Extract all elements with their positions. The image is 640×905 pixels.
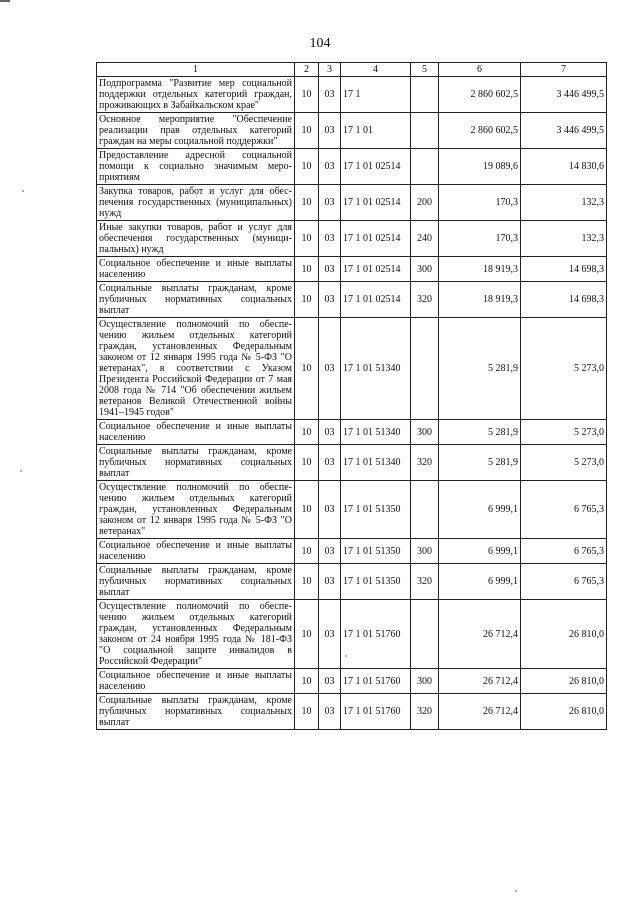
table-row xyxy=(97,77,607,113)
row-name: Социальное обеспечение и иные выплаты населению xyxy=(97,420,295,445)
row-expense-type: 300 xyxy=(411,539,439,564)
row-amount-year1: 5 281,9 xyxy=(439,420,521,445)
row-target-article: 17 1 01 02514 xyxy=(341,221,411,257)
row-subsection: 03 xyxy=(319,318,341,420)
row-section: 10 xyxy=(295,445,319,481)
column-header: 6 xyxy=(439,63,521,77)
column-header: 7 xyxy=(521,63,607,77)
row-expense-type: 200 xyxy=(411,185,439,221)
row-subsection: 03 xyxy=(319,564,341,600)
table-row xyxy=(97,481,607,539)
row-amount-year2: 3 446 499,5 xyxy=(521,113,607,149)
scan-edge-mark xyxy=(0,0,10,2)
row-name: Социальные выплаты гражданам, кроме публичных нормативных социальных выплат xyxy=(97,694,295,730)
row-amount-year2: 26 810,0 xyxy=(521,694,607,730)
table-row xyxy=(97,113,607,149)
row-name: Предоставление адресной социальной помощи к социально значимым мероприятиям xyxy=(97,149,295,185)
table-row xyxy=(97,185,607,221)
table-row xyxy=(97,669,607,694)
row-subsection: 03 xyxy=(319,669,341,694)
budget-table xyxy=(96,62,607,730)
scan-speck xyxy=(20,470,22,472)
row-subsection: 03 xyxy=(319,149,341,185)
row-section: 10 xyxy=(295,564,319,600)
row-section: 10 xyxy=(295,149,319,185)
row-section: 10 xyxy=(295,221,319,257)
row-subsection: 03 xyxy=(319,113,341,149)
row-section: 10 xyxy=(295,185,319,221)
table-row xyxy=(97,420,607,445)
row-amount-year1: 2 860 602,5 xyxy=(439,77,521,113)
row-expense-type xyxy=(411,600,439,669)
row-amount-year1: 26 712,4 xyxy=(439,669,521,694)
row-subsection: 03 xyxy=(319,185,341,221)
row-subsection: 03 xyxy=(319,539,341,564)
table-row xyxy=(97,257,607,282)
row-expense-type: 320 xyxy=(411,564,439,600)
page-number: 104 xyxy=(309,36,331,51)
row-name: Закупка товаров, работ и услуг для обеспечения государственных (муниципальных) нужд xyxy=(97,185,295,221)
row-name: Социальные выплаты гражданам, кроме публичных нормативных социальных выплат xyxy=(97,445,295,481)
row-amount-year2: 6 765,3 xyxy=(521,564,607,600)
row-name: Осуществление полномочий по обеспечению жильем отдельных категорий граждан, установленных Федеральным законом от 12 января 1995 года № 5-ФЗ "О ветеранах", в соответствии с Указом Президента Российской Федерации от 7 мая 2008 года № 714 "Об обеспечении жильем ветеранов Великой Отечественной войны 1941–1945 годов" xyxy=(97,318,295,420)
row-expense-type: 300 xyxy=(411,669,439,694)
row-amount-year2: 3 446 499,5 xyxy=(521,77,607,113)
row-section: 10 xyxy=(295,257,319,282)
row-amount-year1: 6 999,1 xyxy=(439,564,521,600)
row-amount-year1: 18 919,3 xyxy=(439,282,521,318)
row-expense-type: 320 xyxy=(411,445,439,481)
row-subsection: 03 xyxy=(319,694,341,730)
row-amount-year2: 5 273,0 xyxy=(521,445,607,481)
row-amount-year2: 14 698,3 xyxy=(521,257,607,282)
row-expense-type: 320 xyxy=(411,694,439,730)
row-name: Социальное обеспечение и иные выплаты населению xyxy=(97,539,295,564)
row-amount-year2: 132,3 xyxy=(521,221,607,257)
row-subsection: 03 xyxy=(319,445,341,481)
row-section: 10 xyxy=(295,420,319,445)
row-amount-year1: 6 999,1 xyxy=(439,539,521,564)
row-amount-year2: 6 765,3 xyxy=(521,481,607,539)
row-target-article: 17 1 01 51340 xyxy=(341,445,411,481)
row-target-article: 17 1 01 02514 xyxy=(341,282,411,318)
table-row xyxy=(97,564,607,600)
row-name: Социальные выплаты гражданам, кроме публичных нормативных социальных выплат xyxy=(97,564,295,600)
row-subsection: 03 xyxy=(319,221,341,257)
row-name: Осуществление полномочий по обеспечению жильем отдельных категорий граждан, установленных Федеральным законом от 24 ноября 1995 года № 181-ФЗ "О социальной защите инвалидов в Российской Федерации" xyxy=(97,600,295,669)
table-header-row xyxy=(97,63,607,77)
row-target-article: 17 1 01 51340 xyxy=(341,318,411,420)
row-subsection: 03 xyxy=(319,481,341,539)
row-subsection: 03 xyxy=(319,600,341,669)
row-amount-year1: 170,3 xyxy=(439,221,521,257)
row-expense-type: 300 xyxy=(411,420,439,445)
row-subsection: 03 xyxy=(319,420,341,445)
column-header: 5 xyxy=(411,63,439,77)
scan-speck xyxy=(515,890,517,892)
row-amount-year2: 132,3 xyxy=(521,185,607,221)
row-amount-year2: 6 765,3 xyxy=(521,539,607,564)
row-target-article: 17 1 xyxy=(341,77,411,113)
row-expense-type: 240 xyxy=(411,221,439,257)
row-target-article: 17 1 01 51760 xyxy=(341,600,411,669)
row-subsection: 03 xyxy=(319,77,341,113)
row-target-article: 17 1 01 02514 xyxy=(341,257,411,282)
row-expense-type: 300 xyxy=(411,257,439,282)
column-header: 1 xyxy=(97,63,295,77)
row-target-article: 17 1 01 51760 xyxy=(341,669,411,694)
table-row xyxy=(97,445,607,481)
row-amount-year1: 18 919,3 xyxy=(439,257,521,282)
table-body xyxy=(97,77,607,730)
row-expense-type xyxy=(411,113,439,149)
row-section: 10 xyxy=(295,113,319,149)
row-amount-year1: 5 281,9 xyxy=(439,318,521,420)
row-target-article: 17 1 01 02514 xyxy=(341,185,411,221)
table-row xyxy=(97,694,607,730)
scan-speck xyxy=(345,655,347,657)
row-name: Социальные выплаты гражданам, кроме публичных нормативных социальных выплат xyxy=(97,282,295,318)
row-expense-type xyxy=(411,481,439,539)
row-subsection: 03 xyxy=(319,282,341,318)
row-amount-year1: 26 712,4 xyxy=(439,694,521,730)
row-amount-year2: 5 273,0 xyxy=(521,318,607,420)
table-row xyxy=(97,318,607,420)
row-expense-type: 320 xyxy=(411,282,439,318)
row-amount-year1: 5 281,9 xyxy=(439,445,521,481)
row-amount-year2: 14 830,6 xyxy=(521,149,607,185)
row-section: 10 xyxy=(295,600,319,669)
row-section: 10 xyxy=(295,282,319,318)
row-target-article: 17 1 01 51350 xyxy=(341,539,411,564)
row-amount-year2: 14 698,3 xyxy=(521,282,607,318)
row-target-article: 17 1 01 02514 xyxy=(341,149,411,185)
row-target-article: 17 1 01 51350 xyxy=(341,481,411,539)
table-row xyxy=(97,221,607,257)
row-section: 10 xyxy=(295,318,319,420)
row-section: 10 xyxy=(295,669,319,694)
row-amount-year1: 2 860 602,5 xyxy=(439,113,521,149)
row-name: Осуществление полномочий по обеспечению жильем отдельных категорий граждан, установленных Федеральным законом от 12 января 1995 года № 5-ФЗ "О ветеранах" xyxy=(97,481,295,539)
row-target-article: 17 1 01 51340 xyxy=(341,420,411,445)
table-row xyxy=(97,539,607,564)
row-amount-year1: 26 712,4 xyxy=(439,600,521,669)
table-row xyxy=(97,282,607,318)
row-amount-year2: 26 810,0 xyxy=(521,669,607,694)
row-expense-type xyxy=(411,77,439,113)
column-header: 2 xyxy=(295,63,319,77)
row-name: Социальное обеспечение и иные выплаты населению xyxy=(97,669,295,694)
row-target-article: 17 1 01 51760 xyxy=(341,694,411,730)
row-expense-type xyxy=(411,318,439,420)
row-section: 10 xyxy=(295,694,319,730)
column-header: 3 xyxy=(319,63,341,77)
row-target-article: 17 1 01 51350 xyxy=(341,564,411,600)
column-header: 4 xyxy=(341,63,411,77)
table-row xyxy=(97,149,607,185)
scan-speck xyxy=(22,190,24,192)
row-subsection: 03 xyxy=(319,257,341,282)
row-target-article: 17 1 01 xyxy=(341,113,411,149)
row-section: 10 xyxy=(295,539,319,564)
row-amount-year2: 5 273,0 xyxy=(521,420,607,445)
row-name: Иные закупки товаров, работ и услуг для обеспечения государственных (муниципальных) нужд xyxy=(97,221,295,257)
row-amount-year1: 6 999,1 xyxy=(439,481,521,539)
row-amount-year1: 170,3 xyxy=(439,185,521,221)
row-section: 10 xyxy=(295,481,319,539)
row-name: Подпрограмма "Развитие мер социальной поддержки отдельных категорий граждан, проживающих в Забайкальском крае" xyxy=(97,77,295,113)
row-expense-type xyxy=(411,149,439,185)
row-amount-year1: 19 089,6 xyxy=(439,149,521,185)
row-name: Основное мероприятие "Обеспечение реализации прав отдельных категорий граждан на меры социальной поддержки" xyxy=(97,113,295,149)
row-section: 10 xyxy=(295,77,319,113)
row-amount-year2: 26 810,0 xyxy=(521,600,607,669)
row-name: Социальное обеспечение и иные выплаты населению xyxy=(97,257,295,282)
table-row xyxy=(97,600,607,669)
